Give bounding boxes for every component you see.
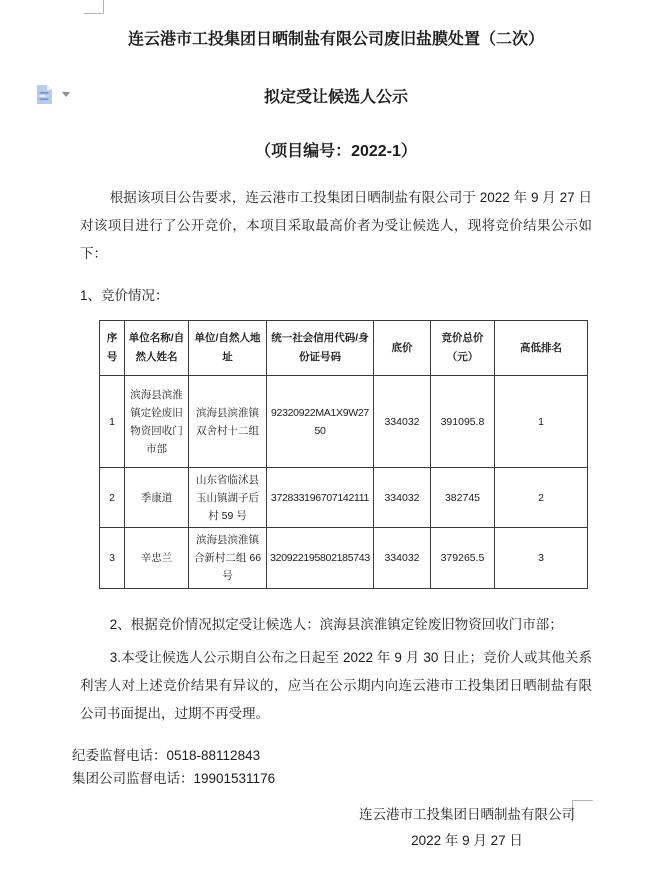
table-row xyxy=(100,468,588,528)
document-title-line1: 连云港市工投集团日晒制盐有限公司废旧盐膜处置（二次） xyxy=(127,31,544,48)
table-header-row xyxy=(100,321,588,376)
table-cell: 滨海县滨淮镇合新村二组 66 号 xyxy=(189,528,267,589)
bid-table-body xyxy=(100,376,588,589)
bid-table xyxy=(99,320,588,589)
table-cell: 辛忠兰 xyxy=(125,528,189,589)
table-cell: 382745 xyxy=(431,468,495,528)
signature-block xyxy=(342,802,592,854)
table-cell: 334032 xyxy=(374,468,431,528)
table-cell: 92320922MA1X9W2750 xyxy=(267,376,374,468)
column-header: 竞价总价（元） xyxy=(431,321,495,376)
table-row xyxy=(100,528,588,589)
paragraph-2: 2、根据竞价情况拟定受让候选人：滨海县滨淮镇定铨废旧物资回收门市部； xyxy=(109,617,563,632)
table-cell: 3 xyxy=(495,528,588,589)
group-phone-line: 集团公司监督电话：19901531176 xyxy=(72,771,276,786)
signature-company: 连云港市工投集团日晒制盐有限公司 xyxy=(359,807,575,822)
table-cell: 山东省临沭县玉山镇湖子后村 59 号 xyxy=(189,468,267,528)
signature-date: 2022 年 9 月 27 日 xyxy=(411,833,523,848)
table-cell: 季康道 xyxy=(125,468,189,528)
column-header: 序号 xyxy=(100,321,125,376)
intro-paragraph: 根据该项目公告要求，连云港市工投集团日晒制盐有限公司于 2022 年 9 月 27 日对该项目进行了公开竞价，本项目采取最高价者为受让候选人，现将竞价结果公示如下： xyxy=(80,190,592,261)
column-header: 单位/自然人地址 xyxy=(189,321,267,376)
table-cell: 379265.5 xyxy=(431,528,495,589)
table-cell: 3 xyxy=(100,528,125,589)
table-cell: 滨海县滨淮镇双舍村十二组 xyxy=(189,376,267,468)
bid-table-head xyxy=(100,321,588,376)
table-cell: 滨海县滨淮镇定铨废旧物资回收门市部 xyxy=(125,376,189,468)
table-row xyxy=(100,376,588,468)
document-title-line2: 拟定受让候选人公示 xyxy=(263,89,408,106)
table-cell: 372833196707142111 xyxy=(267,468,374,528)
column-header: 高低排名 xyxy=(495,321,588,376)
table-cell: 320922195802185743 xyxy=(267,528,374,589)
section1-heading: 1、竞价情况： xyxy=(80,288,169,303)
document-content xyxy=(72,0,592,854)
column-header: 单位名称/自然人姓名 xyxy=(125,321,189,376)
column-header: 统一社会信用代码/身份证号码 xyxy=(267,321,374,376)
table-cell: 2 xyxy=(100,468,125,528)
paste-options-button[interactable] xyxy=(34,82,74,108)
table-cell: 1 xyxy=(100,376,125,468)
table-cell: 334032 xyxy=(374,528,431,589)
table-cell: 334032 xyxy=(374,376,431,468)
paste-icon xyxy=(36,84,56,106)
table-cell: 2 xyxy=(495,468,588,528)
dropdown-arrow-icon xyxy=(62,92,70,97)
table-cell: 1 xyxy=(495,376,588,468)
table-cell: 391095.8 xyxy=(431,376,495,468)
project-number: （项目编号：2022-1） xyxy=(255,143,417,160)
paragraph-3: 3.本受让候选人公示期自公布之日起至 2022 年 9 月 30 日止；竞价人或其他关系利害人对上述竞价结果有异议的，应当在公示期内向连云港市工投集团日晒制盐有限公司书面提出，过期不再受理。 xyxy=(80,650,592,721)
discipline-phone-line: 纪委监督电话：0518-88112843 xyxy=(72,748,261,763)
column-header: 底价 xyxy=(374,321,431,376)
